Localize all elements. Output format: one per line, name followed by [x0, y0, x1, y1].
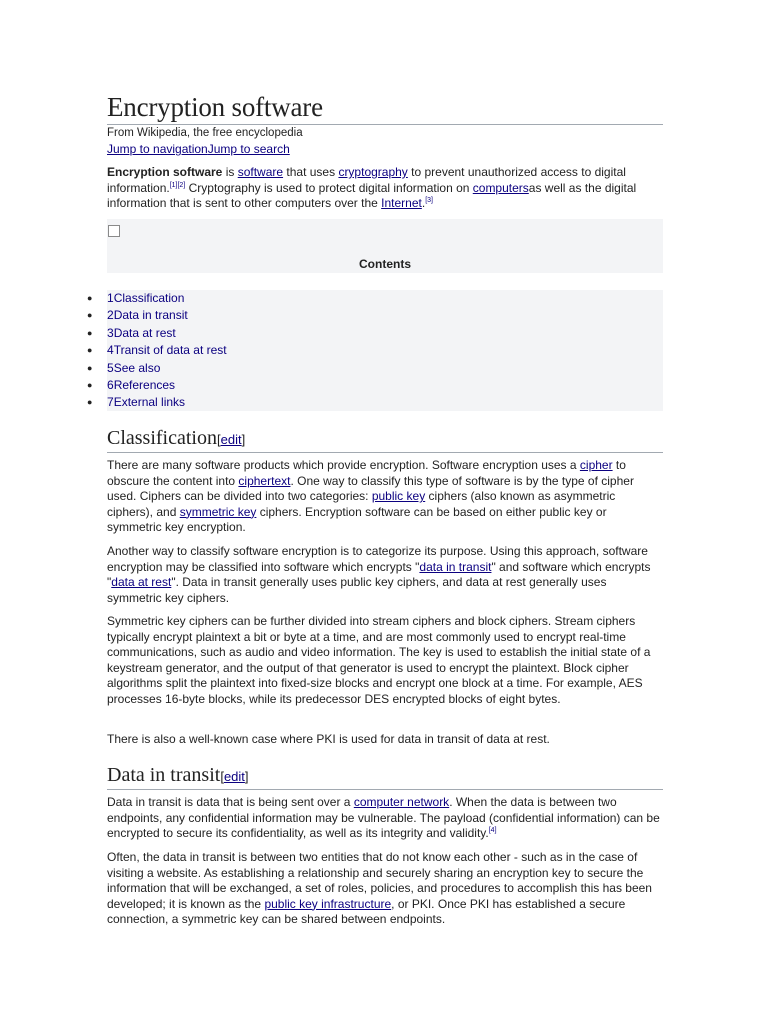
- edit-bracket-open: [: [220, 769, 224, 784]
- cls-p3-text: Symmetric key ciphers can be further divided into stream ciphers and block ciphers. Stream ciphers typically encrypt plaintext a bit or byte at a time, and are most commonly used to encrypt real-time communications, such as audio and video information. The key is used to establish the initial state of a keystream generator, and the output of that generator is used to encrypt the plaintext. Block cipher algorithms split the plaintext into fixed-size blocks and encrypt one block at a time. For example, AES processes 16-byte blocks, while its predecessor DES encrypted blocks of eight bytes.: [107, 614, 651, 706]
- toc-item-label[interactable]: Classification: [113, 291, 185, 305]
- toc-bullet: ●: [87, 345, 93, 356]
- edit-section-transit: [220, 769, 248, 784]
- toc-bullet: ●: [87, 327, 93, 338]
- toc-item[interactable]: [107, 326, 176, 342]
- transit-p2: [107, 850, 663, 928]
- link-public-key-infrastructure[interactable]: public key infrastructure: [264, 896, 392, 911]
- cls-p2-t1: Another way to classify software encryption is to categorize its purpose. Using this approach, software encryption may be classified into software which encrypts ": [107, 544, 648, 574]
- toc-item-number[interactable]: 1: [107, 291, 114, 305]
- toc-bullet: ●: [87, 310, 93, 321]
- toc-toggle-checkbox[interactable]: [108, 225, 120, 237]
- toc-item-number[interactable]: 7: [107, 395, 114, 410]
- site-tagline: From Wikipedia, the free encyclopedia: [107, 127, 303, 139]
- tr-p2-t2: , or PKI. Once PKI has established a secure connection, a symmetric key can be shared between endpoints.: [107, 896, 626, 926]
- citation-3[interactable]: [3]: [425, 197, 433, 204]
- link-ciphertext[interactable]: ciphertext: [238, 473, 291, 488]
- jump-to-navigation-link[interactable]: Jump to navigation: [107, 142, 208, 156]
- toc-item-label[interactable]: See also: [113, 360, 161, 375]
- cls-p2-t2: " and software which encrypts ": [107, 559, 651, 589]
- lead-bold-term: Encryption software: [107, 165, 223, 179]
- transit-p1: [107, 795, 663, 842]
- toc-item[interactable]: [107, 343, 227, 359]
- cls-p1-t2: to obscure the content into: [107, 458, 626, 488]
- lead-text-1: is: [222, 165, 238, 179]
- link-public-key[interactable]: public key: [371, 489, 426, 503]
- toc-bullet: ●: [87, 397, 93, 408]
- toc-bullet: ●: [87, 362, 93, 373]
- lead-paragraph: [107, 165, 663, 212]
- jump-links: [107, 142, 290, 158]
- heading-transit-text: Data in transit: [107, 764, 221, 786]
- classification-p3: [107, 614, 663, 707]
- cls-p1-t1: There are many software products which provide encryption. Software encryption uses a: [107, 458, 580, 472]
- link-software[interactable]: software: [237, 165, 284, 179]
- toc-item-label[interactable]: External links: [113, 395, 186, 410]
- edit-bracket-close: ]: [244, 769, 249, 784]
- cls-p1-t5: ciphers. Encryption software can be based on either public key or symmetric key encryption.: [107, 504, 607, 534]
- toc-bullet: ●: [87, 293, 93, 303]
- toc-item-label[interactable]: References: [113, 378, 176, 392]
- lead-text-3: to prevent unauthorized access to digital information.: [107, 165, 626, 195]
- toc-item-label[interactable]: Data at rest: [113, 325, 176, 340]
- link-cipher[interactable]: cipher: [579, 458, 613, 472]
- link-computers[interactable]: computers: [472, 180, 529, 195]
- heading-data-in-transit: [107, 763, 663, 790]
- link-computer-network[interactable]: computer network: [353, 795, 450, 809]
- edit-section-classification: [217, 432, 245, 447]
- lead-text-4: Cryptography is used to protect digital information on: [185, 180, 473, 195]
- cls-p2-t3: ". Data in transit generally uses public key ciphers, and data at rest generally uses symmetric key ciphers.: [107, 575, 607, 605]
- lead-text-6: .: [421, 196, 426, 210]
- toc-title: Contents: [359, 257, 411, 271]
- toc-item[interactable]: [107, 395, 185, 411]
- tr-p1-t2: . When the data is between two endpoints, any confidential information may be vulnerable. The payload (confidential information) can be encrypted to secure its confidentiality, as well as its integrity and validity.: [107, 795, 660, 840]
- toc-item-number[interactable]: 5: [107, 360, 114, 375]
- edit-bracket-open: [: [216, 432, 221, 447]
- link-internet[interactable]: Internet: [381, 196, 422, 210]
- classification-p2: [107, 544, 663, 606]
- toc-item-number[interactable]: 4: [107, 343, 114, 358]
- edit-link-transit[interactable]: edit: [223, 769, 245, 784]
- classification-p1: [107, 458, 663, 536]
- toc-item-label[interactable]: Transit of data at rest: [113, 343, 227, 358]
- toc-item-label[interactable]: Data in transit: [113, 308, 188, 323]
- toc-item-number[interactable]: 2: [107, 308, 114, 323]
- cls-p1-t3: . One way to classify this type of software is by the type of cipher used. Ciphers can be divided into two categories:: [107, 473, 634, 503]
- citation-1-2[interactable]: [1][2]: [169, 181, 186, 189]
- toc-item[interactable]: [107, 378, 175, 394]
- citation-4[interactable]: [4]: [488, 827, 497, 834]
- classification-p4: [107, 732, 663, 748]
- toc-item[interactable]: [107, 361, 160, 377]
- heading-classification: [107, 426, 663, 453]
- edit-link-classification[interactable]: edit: [220, 432, 242, 447]
- toc-item-number[interactable]: 6: [107, 378, 114, 392]
- tr-p2-t1: Often, the data in transit is between two entities that do not know each other - such as in the case of visiting a website. As establishing a relationship and securely sharing an encryption key to secure the information that will be exchanged, a set of roles, policies, and procedures to accomplish this has been developed; it is known as the: [107, 850, 652, 911]
- link-data-in-transit[interactable]: data in transit: [419, 559, 492, 574]
- toc-item-number[interactable]: 3: [107, 325, 114, 340]
- cls-p4-text: There is also a well-known case where PKI is used for data in transit of data at rest.: [107, 732, 550, 746]
- lead-text-2: that uses: [283, 165, 339, 179]
- edit-bracket-close: ]: [241, 432, 246, 447]
- lead-text-5: as well as the digital information that is sent to other computers over the: [107, 180, 637, 210]
- jump-to-search-link[interactable]: Jump to search: [207, 142, 290, 156]
- tr-p1-t1: Data in transit is data that is being sent over a: [107, 795, 354, 809]
- toc-item[interactable]: [107, 291, 184, 307]
- link-data-at-rest[interactable]: data at rest: [111, 575, 172, 589]
- toc-bullet: ●: [87, 380, 93, 390]
- page-title: Encryption software: [107, 90, 663, 125]
- heading-classification-text: Classification: [107, 427, 217, 449]
- link-symmetric-key[interactable]: symmetric key: [179, 504, 257, 519]
- cls-p1-t4: ciphers (also known as asymmetric ciphers), and: [107, 489, 616, 519]
- link-cryptography[interactable]: cryptography: [338, 165, 408, 179]
- toc-item[interactable]: [107, 308, 188, 324]
